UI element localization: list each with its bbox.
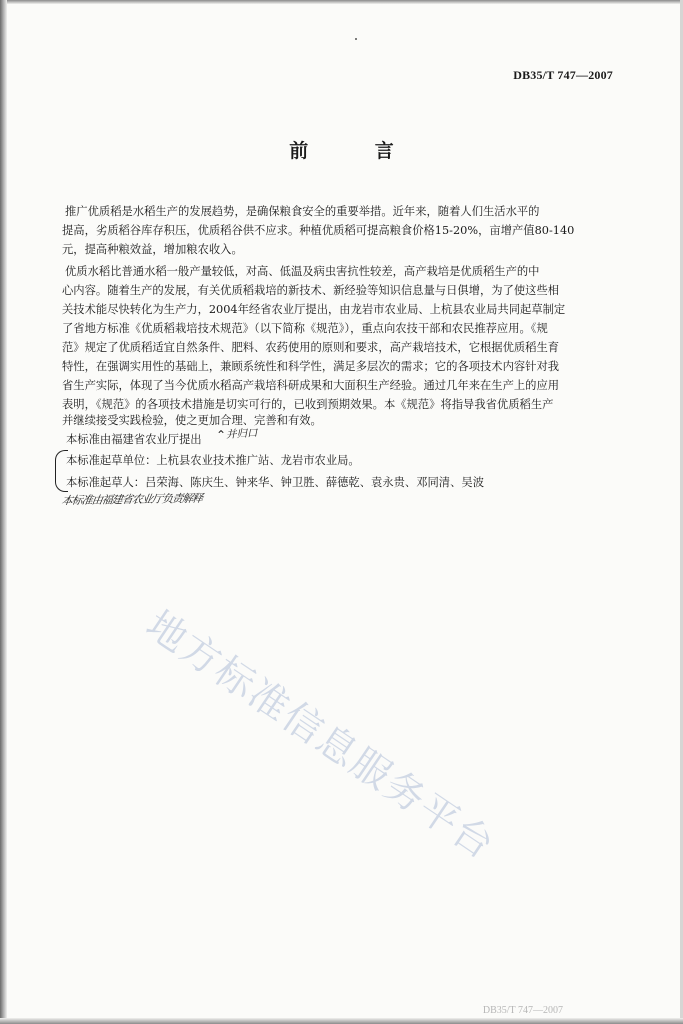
standard-proposer-line: 本标准由福建省农业厅提出 [66,433,202,446]
handwritten-insert: 并归口 [225,427,258,441]
paragraph-1-line-3: 元，提高种粮效益，增加粮农收入。 [62,243,243,256]
paragraph-2-line-6: 特性，在强调实用性的基础上，兼顾系统性和科学性，满足多层次的需求；它的各项技术内容针对我 [62,360,560,373]
paragraph-2-line-4: 了省地方标准《优质稻栽培技术规范》（以下简称《规范》），重点向农技干部和农民推荐应用。《规 [62,322,548,335]
paragraph-2-line-2: 心内容。随着生产的发展，有关优质稻栽培的新技术、新经验等知识信息量与日俱增，为了使这些相 [62,284,560,297]
watermark: 地方标准信息服务平台 [137,602,503,870]
paragraph-1-line-1: 推广优质稻是水稻生产的发展趋势，是确保粮食安全的重要举措。近年来，随着人们生活水平的 [65,205,540,218]
page-title: 前 言 [289,140,424,162]
paragraph-2-line-8: 表明，《规范》的各项技术措施是切实可行的，已收到预期效果。本《规范》将指导我省优质稻生产 [62,398,554,411]
scan-speck [355,38,357,40]
paragraph-1-line-2: 提高，劣质稻谷库存积压，优质稻谷供不应求。种植优质稻可提高粮食价格15-20%，亩增产值80-140 [62,224,575,237]
drafting-unit-line: 本标准起草单位：上杭县农业技术推广站、龙岩市农业局。 [66,454,360,467]
drafters-line: 本标准起草人：吕荣海、陈庆生、钟来华、钟卫胜、薛德乾、袁永贵、邓同清、吴波 [66,476,484,489]
scan-edge-top [0,0,683,4]
paragraph-2-line-1: 优质水稻比普通水稻一般产量较低，对高、低温及病虫害抗性较差，高产栽培是优质稻生产的中 [65,265,540,278]
paragraph-2-line-3: 关技术能尽快转化为生产力，2004年经省农业厅提出，由龙岩市农业局、上杭县农业局共同起草制定 [62,303,566,316]
insertion-caret-mark: ⌃ [216,428,227,442]
paragraph-2-line-9: 并继续接受实践检验，使之更加合理、完善和有效。 [62,414,322,427]
scan-edge-bottom [0,1018,683,1024]
paragraph-2-line-7: 省生产实际，体现了当今优质水稻高产栽培科研成果和大面积生产经验。通过几年来在生产上的应用 [62,379,560,392]
document-code: DB35/T 747—2007 [513,68,613,82]
handwritten-annotation-line: 本标准由福建省农业厅负责解释 [60,491,204,508]
footer-document-code: DB35/T 747—2007 [482,1005,563,1016]
paragraph-2-line-5: 范》规定了优质稻适宜自然条件、肥料、农药使用的原则和要求，高产栽培技术，它根据优质稻生育 [62,341,560,354]
